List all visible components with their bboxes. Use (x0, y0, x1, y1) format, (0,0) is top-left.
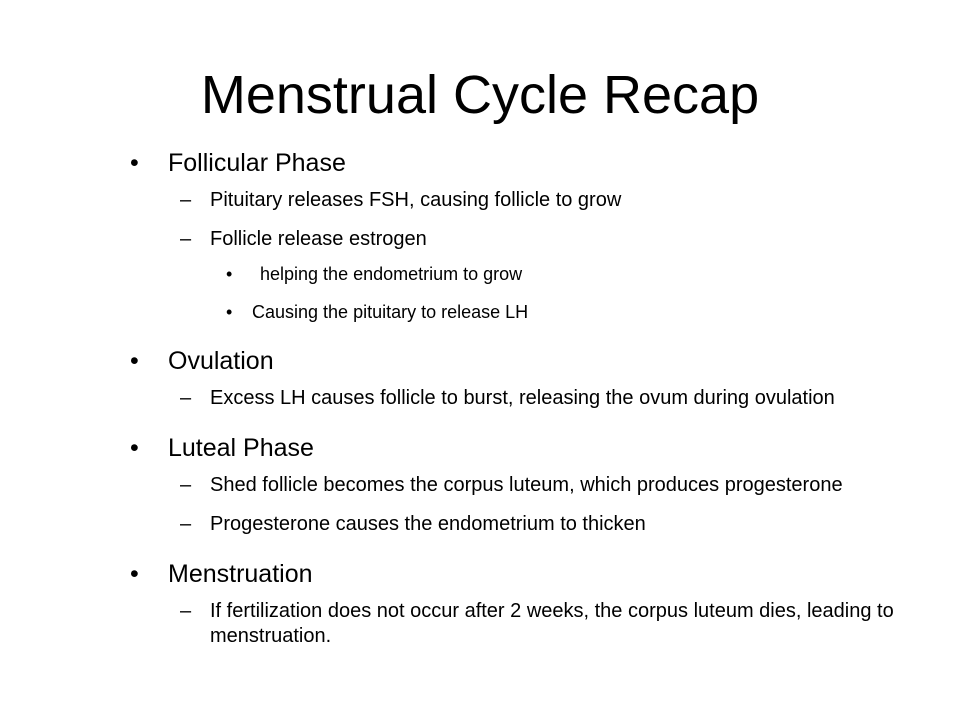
section-subitem-text: Causing the pituitary to release LH (252, 302, 529, 322)
slide-title: Menstrual Cycle Recap (200, 65, 760, 125)
section-item-text: Excess LH causes follicle to burst, releasing the ovum during ovulation (210, 387, 835, 409)
dash-marker: – (180, 600, 192, 622)
dash-marker: – (180, 387, 192, 409)
dash-marker: – (180, 189, 192, 211)
section-item-text: If fertilization does not occur after 2 weeks, the corpus luteum dies, leading to menstruation. (210, 600, 894, 647)
bullet-marker: • (130, 149, 139, 177)
section-item (0, 227, 930, 252)
slide-content (0, 146, 960, 663)
bullet-marker: • (226, 302, 233, 322)
section-heading-menstruation (0, 557, 960, 591)
section-subitem-text: helping the endometrium to grow (260, 264, 523, 284)
bullet-marker: • (130, 434, 139, 462)
section-heading-text: Ovulation (168, 347, 274, 375)
section-item (0, 599, 930, 649)
section-item (0, 473, 930, 498)
bullet-marker: • (130, 347, 139, 375)
section-subitem (0, 300, 960, 324)
section-heading-follicular (0, 146, 960, 180)
section-item (0, 386, 930, 411)
section-item-text: Progesterone causes the endometrium to thicken (210, 513, 646, 535)
section-heading-text: Luteal Phase (168, 434, 314, 462)
section-item-text: Follicle release estrogen (210, 228, 427, 250)
section-subitem (0, 262, 960, 286)
section-heading-ovulation (0, 344, 960, 378)
bullet-marker: • (226, 264, 233, 284)
section-item-text: Pituitary releases FSH, causing follicle to grow (210, 189, 622, 211)
dash-marker: – (180, 474, 192, 496)
dash-marker: – (180, 513, 192, 535)
section-heading-text: Menstruation (168, 560, 313, 588)
dash-marker: – (180, 228, 192, 250)
section-heading-luteal (0, 431, 960, 465)
section-item-text: Shed follicle becomes the corpus luteum, which produces progesterone (210, 474, 843, 496)
bullet-marker: • (130, 560, 139, 588)
section-heading-text: Follicular Phase (168, 149, 346, 177)
section-item (0, 512, 930, 537)
section-item (0, 188, 930, 213)
